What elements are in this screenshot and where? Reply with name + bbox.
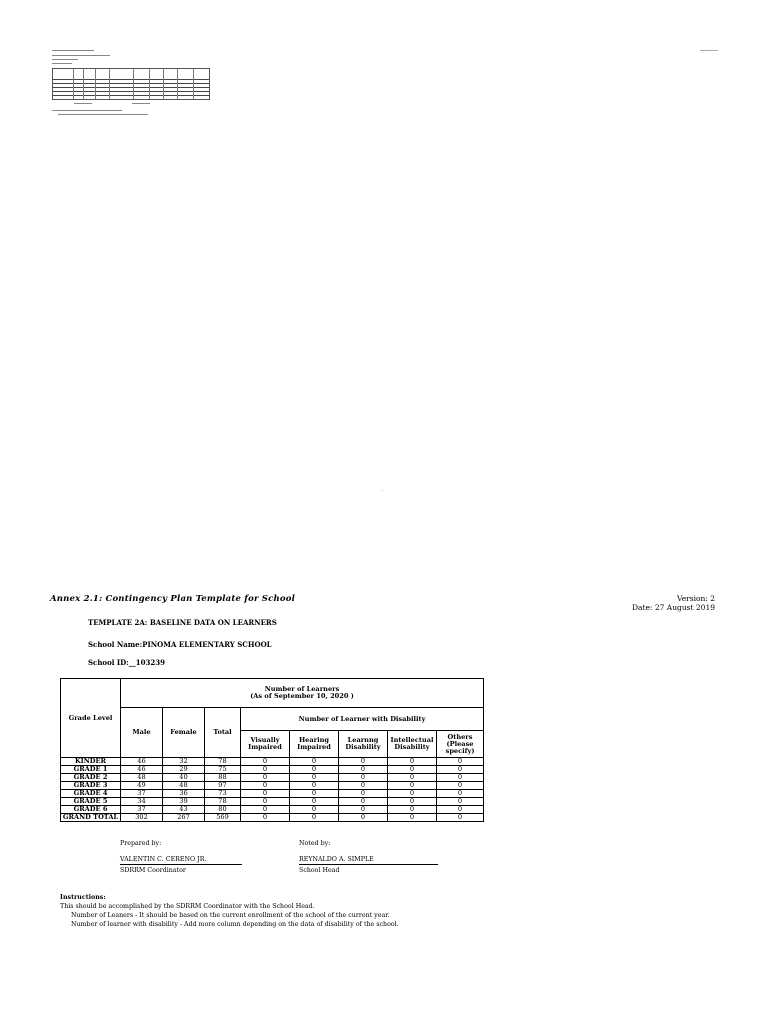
thumbnail-version-mark	[700, 50, 718, 51]
value-cell: 0	[339, 782, 388, 790]
annex-title: Annex 2.1: Contingency Plan Template for School	[50, 594, 296, 604]
col-intellectual-disability: Intellectual Disability	[388, 731, 437, 758]
value-cell: 0	[388, 758, 437, 766]
value-cell: 0	[437, 774, 484, 782]
template-title: TEMPLATE 2A: BASELINE DATA ON LEARNERS	[88, 618, 277, 627]
value-cell: 34	[121, 798, 163, 806]
value-cell: 43	[163, 806, 205, 814]
value-cell: 0	[339, 806, 388, 814]
table-row	[61, 782, 484, 790]
instruction-line: This should be accomplished by the SDRRM Coordinator with the School Head.	[60, 903, 315, 910]
value-cell: 0	[241, 814, 290, 822]
instructions	[60, 893, 399, 929]
col-visually-impaired: Visually Impaired	[241, 731, 290, 758]
value-cell: 267	[163, 814, 205, 822]
grade-cell: GRADE 6	[61, 806, 121, 814]
value-cell: 0	[388, 782, 437, 790]
value-cell: 40	[163, 774, 205, 782]
value-cell: 0	[290, 774, 339, 782]
value-cell: 0	[388, 798, 437, 806]
value-cell: 0	[437, 766, 484, 774]
table-row	[61, 798, 484, 806]
table-row	[61, 758, 484, 766]
value-cell: 0	[437, 806, 484, 814]
col-female: Female	[163, 708, 205, 758]
col-total: Total	[205, 708, 241, 758]
table-row	[61, 814, 484, 822]
value-cell: 48	[163, 782, 205, 790]
value-cell: 0	[290, 790, 339, 798]
value-cell: 0	[241, 758, 290, 766]
value-cell: 37	[121, 806, 163, 814]
grade-cell: GRADE 3	[61, 782, 121, 790]
noted-role: School Head	[299, 867, 340, 874]
value-cell: 37	[121, 790, 163, 798]
prepared-label: Prepared by:	[120, 840, 162, 847]
value-cell: 0	[339, 774, 388, 782]
grade-cell: GRADE 2	[61, 774, 121, 782]
prepared-signature-line	[120, 864, 242, 865]
value-cell: 0	[388, 814, 437, 822]
value-cell: 0	[241, 806, 290, 814]
value-cell: 0	[388, 806, 437, 814]
value-cell: 0	[241, 790, 290, 798]
version-block	[632, 594, 715, 612]
value-cell: 0	[437, 814, 484, 822]
value-cell: 97	[205, 782, 241, 790]
value-cell: 0	[241, 798, 290, 806]
col-learning-disability: Learnng Disability	[339, 731, 388, 758]
instruction-line: Number of Leaners - It should be based on the current enrollment of the school of the current year.	[71, 912, 390, 919]
value-cell: 0	[339, 790, 388, 798]
noted-label: Noted by:	[299, 840, 331, 847]
value-cell: 0	[290, 806, 339, 814]
table-row	[61, 766, 484, 774]
value-cell: 48	[121, 774, 163, 782]
disability-header: Number of Learner with Disability	[241, 708, 484, 731]
value-cell: 302	[121, 814, 163, 822]
grade-level-header: Grade Level	[61, 679, 121, 758]
value-cell: 75	[205, 766, 241, 774]
value-cell: 0	[437, 798, 484, 806]
value-cell: 78	[205, 798, 241, 806]
value-cell: 46	[121, 766, 163, 774]
grade-cell: GRADE 5	[61, 798, 121, 806]
value-cell: 0	[241, 766, 290, 774]
value-cell: 0	[388, 766, 437, 774]
prepared-name: VALENTIN C. CERENO JR.	[120, 856, 207, 863]
learners-header: Number of Learners	[264, 685, 340, 693]
grade-cell: GRADE 1	[61, 766, 121, 774]
value-cell: 0	[388, 790, 437, 798]
value-cell: 0	[241, 774, 290, 782]
value-cell: 0	[290, 798, 339, 806]
value-cell: 29	[163, 766, 205, 774]
table-row	[61, 806, 484, 814]
value-cell: 80	[205, 806, 241, 814]
table-row	[61, 774, 484, 782]
table-row	[61, 790, 484, 798]
value-cell: 0	[339, 798, 388, 806]
value-cell: 0	[437, 782, 484, 790]
value-cell: 0	[437, 758, 484, 766]
value-cell: 0	[290, 766, 339, 774]
version-date: Date: 27 August 2019	[632, 603, 715, 612]
version-text: Version: 2	[676, 594, 715, 603]
value-cell: 73	[205, 790, 241, 798]
value-cell: 49	[121, 782, 163, 790]
value-cell: 39	[163, 798, 205, 806]
col-hearing-impaired: Hearing Impaired	[290, 731, 339, 758]
scan-speck	[382, 490, 383, 491]
col-male: Male	[121, 708, 163, 758]
value-cell: 0	[388, 774, 437, 782]
value-cell: 0	[241, 782, 290, 790]
grade-cell: KINDER	[61, 758, 121, 766]
learners-table	[60, 678, 484, 822]
value-cell: 46	[121, 758, 163, 766]
value-cell: 88	[205, 774, 241, 782]
value-cell: 0	[290, 758, 339, 766]
learners-header-cell	[121, 679, 484, 708]
learners-table-body	[61, 758, 484, 822]
school-name: School Name:PINOMA ELEMENTARY SCHOOL	[88, 640, 272, 649]
prepared-role: SDRRM Coordinator	[120, 867, 186, 874]
value-cell: 0	[290, 782, 339, 790]
noted-signature-line	[299, 864, 438, 865]
grade-cell: GRAND TOTAL	[61, 814, 121, 822]
value-cell: 32	[163, 758, 205, 766]
value-cell: 569	[205, 814, 241, 822]
col-others: Others (Please specify)	[437, 731, 484, 758]
sheet-thumbnail	[52, 48, 212, 120]
learners-date: (As of September 10, 2020 )	[250, 692, 354, 700]
value-cell: 78	[205, 758, 241, 766]
value-cell: 0	[437, 790, 484, 798]
value-cell: 0	[290, 814, 339, 822]
value-cell: 0	[339, 758, 388, 766]
instructions-heading: Instructions:	[60, 894, 106, 901]
value-cell: 36	[163, 790, 205, 798]
grade-cell: GRADE 4	[61, 790, 121, 798]
noted-name: REYNALDO A. SIMPLE	[299, 856, 374, 863]
school-id: School ID:__103239	[88, 658, 165, 667]
value-cell: 0	[339, 766, 388, 774]
instruction-line: Number of learner with disability - Add more column depending on the data of disability of the school.	[71, 921, 399, 928]
value-cell: 0	[339, 814, 388, 822]
